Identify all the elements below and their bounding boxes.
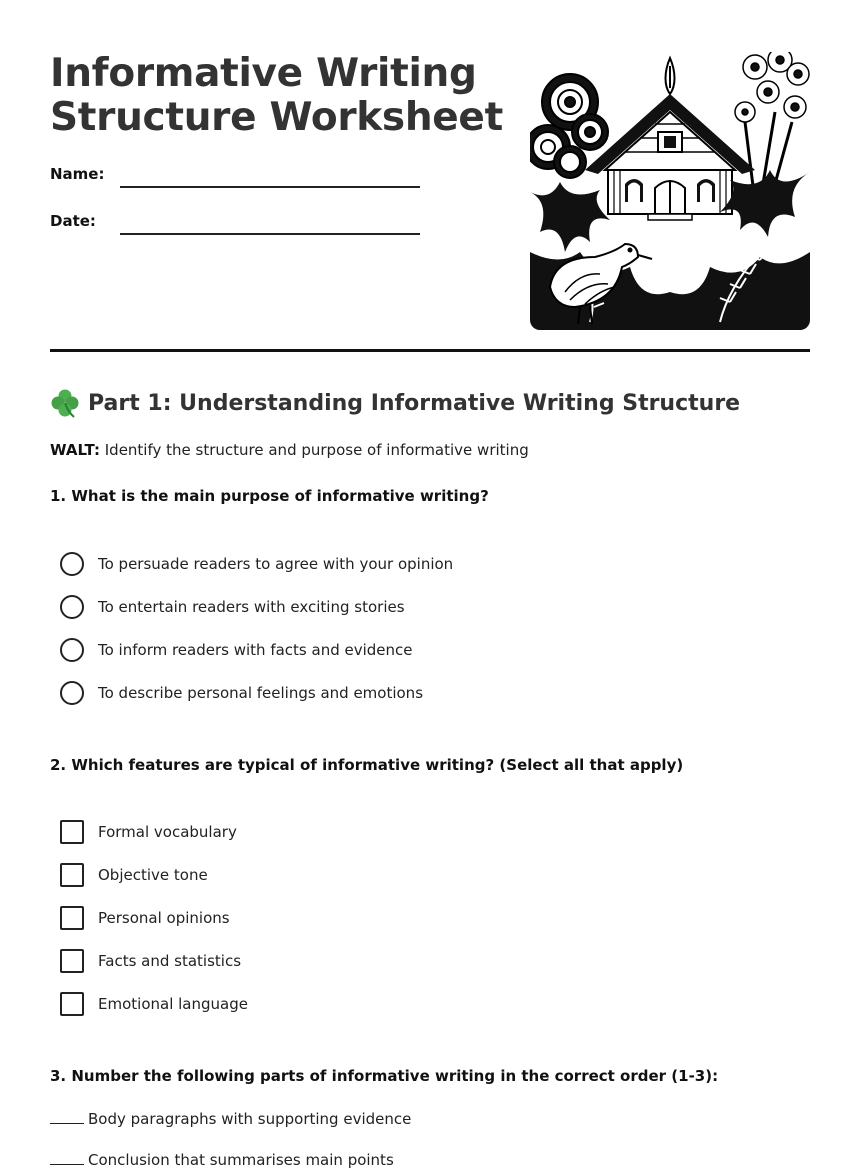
q2-option[interactable] — [60, 991, 248, 1017]
checkbox[interactable] — [60, 863, 84, 887]
checkbox[interactable] — [60, 992, 84, 1016]
q3-item-label: Body paragraphs with supporting evidence — [88, 1110, 412, 1128]
walt-label: WALT: — [50, 441, 100, 459]
wharenui-forest-illustration — [530, 52, 810, 330]
q2-option[interactable] — [60, 948, 241, 974]
q2-option[interactable] — [60, 905, 230, 931]
header-divider — [50, 349, 810, 352]
q2-option-label: Facts and statistics — [98, 952, 242, 970]
q2-option-label: Formal vocabulary — [98, 823, 237, 841]
radio-button[interactable] — [60, 552, 84, 576]
radio-button[interactable] — [60, 681, 84, 705]
question-3: 3. Number the following parts of informative writing in the correct order (1-3): — [50, 1067, 719, 1085]
date-field-line[interactable] — [120, 233, 420, 235]
q1-option-label: To describe personal feelings and emotions — [98, 684, 424, 702]
title-line-2: Structure Worksheet — [50, 95, 503, 140]
q1-option-label: To persuade readers to agree with your opinion — [98, 555, 454, 573]
title-line-1: Informative Writing — [50, 51, 477, 96]
q1-option-label: To entertain readers with exciting stories — [98, 598, 405, 616]
q2-option-label: Objective tone — [98, 866, 208, 884]
checkbox[interactable] — [60, 949, 84, 973]
order-number-blank[interactable] — [50, 1109, 84, 1124]
worksheet-title — [50, 52, 503, 140]
walt-text: Identify the structure and purpose of informative writing — [104, 441, 529, 459]
checkbox[interactable] — [60, 906, 84, 930]
q1-option[interactable] — [60, 637, 413, 663]
walt-statement — [50, 441, 529, 459]
order-number-blank[interactable] — [50, 1150, 84, 1165]
q3-order-item — [50, 1150, 394, 1169]
question-2: 2. Which features are typical of informative writing? (Select all that apply) — [50, 756, 684, 774]
q3-item-label: Conclusion that summarises main points — [88, 1151, 394, 1169]
q3-order-item — [50, 1109, 411, 1128]
q1-option-label: To inform readers with facts and evidence — [98, 641, 413, 659]
radio-button[interactable] — [60, 595, 84, 619]
q2-option-label: Emotional language — [98, 995, 248, 1013]
name-label: Name: — [50, 165, 105, 183]
part1-title: Part 1: Understanding Informative Writing Structure — [88, 390, 741, 416]
q2-option[interactable] — [60, 819, 237, 845]
radio-button[interactable] — [60, 638, 84, 662]
q1-option[interactable] — [60, 680, 423, 706]
q1-option[interactable] — [60, 551, 453, 577]
name-field-line[interactable] — [120, 186, 420, 188]
shamrock-icon — [50, 388, 80, 418]
q1-option[interactable] — [60, 594, 405, 620]
q2-option[interactable] — [60, 862, 208, 888]
question-1: 1. What is the main purpose of informative writing? — [50, 487, 489, 505]
q2-option-label: Personal opinions — [98, 909, 230, 927]
checkbox[interactable] — [60, 820, 84, 844]
part1-heading — [50, 388, 740, 418]
date-label: Date: — [50, 212, 96, 230]
